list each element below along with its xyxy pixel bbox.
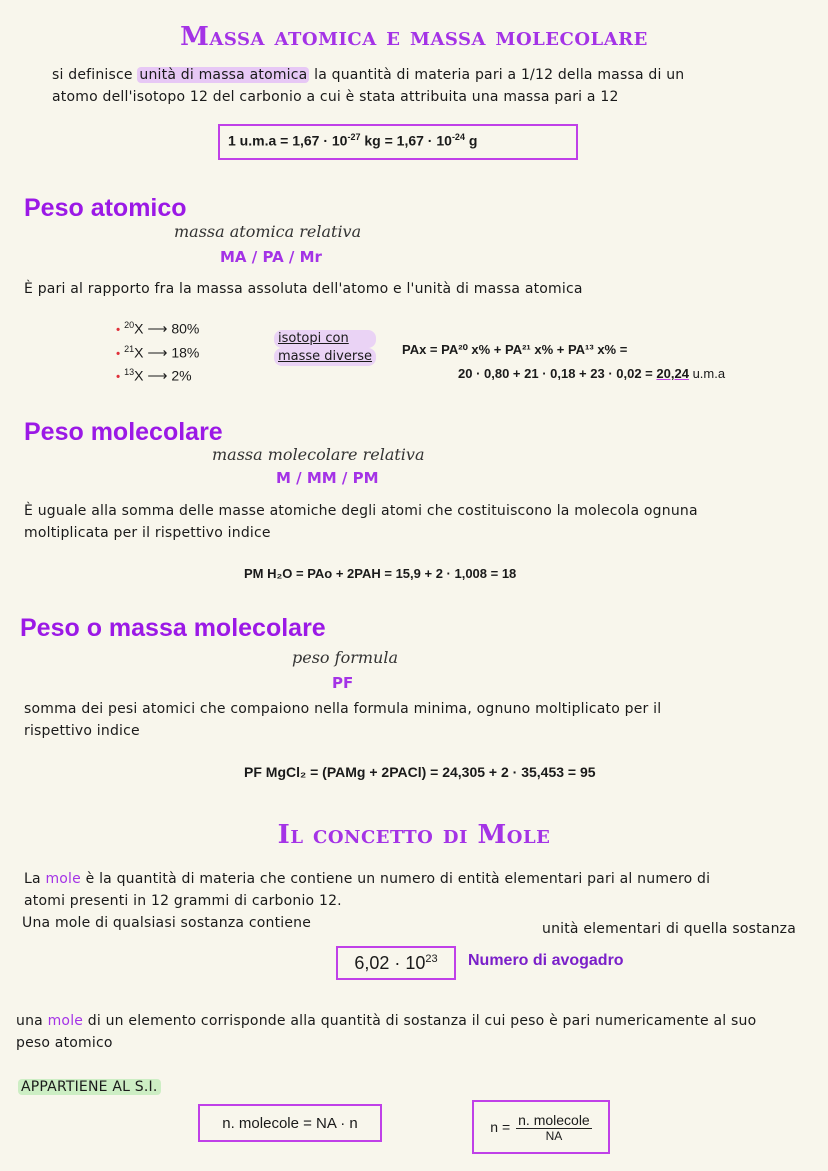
bullet-icon: • (116, 322, 121, 337)
si-label (18, 1076, 161, 1098)
uma-formula-b: kg = 1,67 · 10 (360, 132, 452, 149)
isotope-mass: 21 (124, 343, 135, 354)
n-fraction-numerator: n. molecole (518, 1111, 590, 1128)
subtitle-peso-formula: peso formula (292, 648, 398, 667)
n-fraction (516, 1112, 592, 1143)
isotopi-note-line-2: masse diverse (274, 348, 376, 366)
intro-highlight: unità di massa atomica (139, 67, 308, 83)
isotope-list (116, 316, 199, 387)
intro-post: la quantità di materia pari a 1/12 della massa di un (314, 67, 685, 83)
mole-line-1 (24, 868, 710, 890)
isotope-symbol: X (134, 367, 144, 384)
subtitle-massa-atomica: massa atomica relativa (174, 222, 362, 241)
abbr-peso-molecolare: M / MM / PM (276, 469, 379, 487)
isotope-item (116, 363, 199, 387)
isotope-pct: 2% (171, 367, 192, 384)
abbr-peso-atomico: MA / PA / Mr (220, 248, 322, 266)
avogadro-label: Numero di avogadro (468, 952, 624, 969)
pa-formula-result: 20,24 (656, 366, 689, 381)
molecole-formula-box (198, 1104, 382, 1142)
definition-pf-line-1: somma dei pesi atomici che compaiono nella formula minima, ognuno moltiplicato per il (24, 701, 662, 717)
bullet-icon: • (116, 369, 121, 384)
pm-formula: PM H₂O = PAo + 2PAH = 15,9 + 2 · 1,008 = 18 (244, 566, 517, 581)
n-formula-lhs: n = (490, 1119, 511, 1135)
uma-exp-2: -24 (451, 132, 465, 142)
isotope-mass: 13 (124, 367, 135, 378)
abbr-peso-formula: PF (332, 674, 354, 692)
pa-formula-line-1: PAx = PA²⁰ x% + PA²¹ x% + PA¹³ x% = (402, 342, 628, 357)
isotope-symbol: X (134, 344, 144, 361)
mole-para-2-a: una (16, 1013, 43, 1029)
isotope-pct: 80% (171, 320, 200, 337)
arrow-icon: ⟶ (147, 367, 168, 384)
intro-line-2: atomo dell'isotopo 12 del carbonio a cui è stata attribuita una massa pari a 12 (52, 89, 619, 105)
definition-pm-line-2: moltiplicata per il rispettivo indice (24, 525, 271, 541)
molecole-formula: n. molecole = NA · n (222, 1114, 358, 1132)
definition-pm-line-1: È uguale alla somma delle masse atomiche degli atomi che costituiscono la molecola ognuna (24, 503, 698, 519)
pf-formula: PF MgCl₂ = (PAMg + 2PACl) = 24,305 + 2 · 35,453 = 95 (244, 764, 596, 780)
si-label-text: APPARTIENE AL S.I. (18, 1079, 161, 1095)
isotopi-note (274, 330, 376, 366)
arrow-icon: ⟶ (147, 344, 168, 361)
mole-para-2 (16, 1010, 756, 1032)
pa-formula-unit: u.m.a (692, 366, 726, 381)
definition-pf-line-2: rispettivo indice (24, 723, 140, 739)
uma-formula-a: 1 u.m.a = 1,67 · 10 (228, 132, 348, 149)
pa-formula-line-2 (458, 366, 725, 381)
mole-para-2-c: peso atomico (16, 1035, 113, 1051)
mole-line-1-a: La (24, 871, 41, 887)
heading-peso-molecolare: Peso molecolare (24, 418, 223, 446)
bullet-icon: • (116, 346, 121, 361)
definition-peso-atomico: È pari al rapporto fra la massa assoluta dell'atomo e l'unità di massa atomica (24, 281, 583, 297)
heading-peso-formula: Peso o massa molecolare (20, 614, 326, 642)
title-mole: Il concetto di Mole (277, 820, 551, 850)
page-title: Massa atomica e massa molecolare (180, 22, 648, 52)
arrow-icon: ⟶ (147, 320, 168, 337)
n-formula-box (472, 1100, 610, 1154)
isotopi-note-line-1: isotopi con (274, 330, 376, 348)
avogadro-box (336, 946, 456, 980)
avogadro-exp: 23 (425, 953, 438, 965)
uma-exp-1: -27 (347, 132, 361, 142)
heading-peso-atomico: Peso atomico (24, 194, 187, 222)
intro-line-1 (52, 64, 684, 86)
mole-line-3: Una mole di qualsiasi sostanza contiene (22, 915, 312, 931)
pa-formula-calc: 20 · 0,80 + 21 · 0,18 + 23 · 0,02 = (458, 366, 653, 381)
n-fraction-denominator: NA (545, 1128, 563, 1143)
intro-pre: si definisce (52, 67, 133, 83)
isotope-symbol: X (134, 320, 144, 337)
mole-line-2: atomi presenti in 12 grammi di carbonio 12. (24, 893, 342, 909)
isotope-mass: 20 (124, 320, 135, 330)
isotope-item (116, 340, 199, 364)
mole-word-2: mole (47, 1013, 84, 1029)
isotope-item (116, 316, 199, 340)
isotope-pct: 18% (171, 344, 200, 361)
uma-formula-c: g (464, 132, 478, 149)
mole-word: mole (45, 871, 81, 887)
mole-line-1-b: è la quantità di materia che contiene un numero di entità elementari pari al numero di (85, 871, 711, 887)
subtitle-massa-molecolare: massa molecolare relativa (212, 445, 425, 464)
avogadro-value: 6,02 · 10 (354, 952, 426, 973)
mole-para-2-b: di un elemento corrisponde alla quantità di sostanza il cui peso è pari numericamente al suo (87, 1013, 757, 1029)
uma-formula (228, 132, 477, 149)
mole-line-3-right: unità elementari di quella sostanza (542, 921, 796, 937)
